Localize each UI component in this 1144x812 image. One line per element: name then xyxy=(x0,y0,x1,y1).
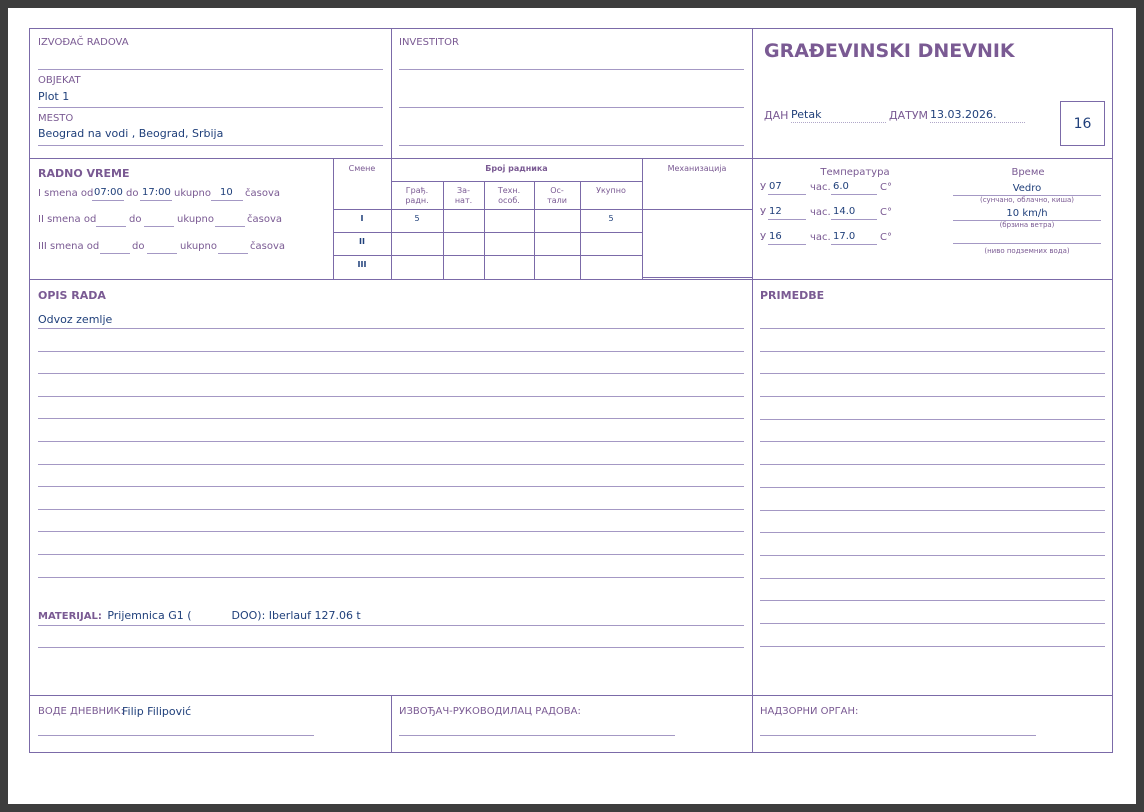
day-field[interactable] xyxy=(791,122,886,123)
shift2-hours: časova xyxy=(247,214,282,225)
remarks-rule xyxy=(760,396,1105,397)
material-value-start: Prijemnica G1 ( xyxy=(107,609,192,622)
diary-keeper-signature[interactable] xyxy=(38,735,314,736)
description-rule xyxy=(38,396,744,397)
temp1-hour-line xyxy=(768,194,806,195)
row-shift-2: II xyxy=(359,237,365,246)
remarks-rule xyxy=(760,441,1105,442)
remarks-rule xyxy=(760,328,1105,329)
shift3-to-field[interactable] xyxy=(147,253,177,254)
temp2-hour-line xyxy=(768,219,806,220)
temp2-value-line xyxy=(831,219,877,220)
shift2-total-field[interactable] xyxy=(215,226,245,227)
place-value: Beograd na vodi , Beograd, Srbija xyxy=(38,127,224,140)
temp1-value[interactable]: 6.0 xyxy=(833,181,849,192)
temp3-hour[interactable]: 16 xyxy=(769,231,782,242)
temp3-hour-line xyxy=(768,244,806,245)
weather-condition[interactable]: Vedro xyxy=(1012,183,1042,194)
table-col-4 xyxy=(580,181,581,279)
ground-water-hint: (ниво подземних вода) xyxy=(984,247,1070,255)
description-rule xyxy=(38,373,744,374)
description-rule xyxy=(38,418,744,419)
shift3-from-field[interactable] xyxy=(100,253,130,254)
contractor-field[interactable] xyxy=(38,69,383,70)
remarks-rule xyxy=(760,578,1105,579)
shift3-prefix: III smena od xyxy=(38,241,100,252)
col-tech-header: Техн. особ. xyxy=(497,186,521,205)
shift1-to-line xyxy=(140,200,172,201)
date-value: 13.03.2026. xyxy=(930,108,997,121)
remarks-rule xyxy=(760,373,1105,374)
description-rule xyxy=(38,647,744,648)
divider-v1 xyxy=(391,29,392,159)
remarks-rule xyxy=(760,623,1105,624)
date-field[interactable] xyxy=(930,122,1025,123)
day-label: ДАН xyxy=(764,109,789,122)
diary-title: GRAĐEVINSKI DNEVNIK xyxy=(764,40,1015,62)
shift3-total-label: ukupno xyxy=(180,241,217,252)
shift1-total-label: ukupno xyxy=(174,188,211,199)
mechanization-header: Механизација xyxy=(667,164,727,173)
weather-header: Време xyxy=(1011,167,1045,178)
remarks-rule xyxy=(760,510,1105,511)
description-rule xyxy=(38,486,744,487)
shift2-to-field[interactable] xyxy=(144,226,174,227)
col-skilled-header: За- нат. xyxy=(454,186,473,205)
shift2-total-label: ukupno xyxy=(177,214,214,225)
temp1-hour[interactable]: 07 xyxy=(769,181,782,192)
table-row-line-1 xyxy=(333,232,642,233)
remarks-rule xyxy=(760,419,1105,420)
place-label: MESTO xyxy=(38,113,74,124)
description-rule xyxy=(38,509,744,510)
diary-keeper-value: Filip Filipović xyxy=(122,705,192,718)
shift1-prefix: I smena od xyxy=(38,188,94,199)
investor-field-1[interactable] xyxy=(399,69,744,70)
page-number-box: 16 xyxy=(1060,101,1105,146)
shift3-hours: časova xyxy=(250,241,285,252)
divider-v2 xyxy=(752,29,753,753)
object-value: Plot 1 xyxy=(38,90,70,103)
temp3-unit: C° xyxy=(880,232,892,243)
col-other-header: Ос- тали xyxy=(547,186,567,205)
construction-diary-form xyxy=(29,28,1113,753)
shift2-from-field[interactable] xyxy=(96,226,126,227)
shift3-to-label: do xyxy=(132,241,145,252)
work-description-title: OPIS RADA xyxy=(38,289,106,302)
day-value: Petak xyxy=(791,108,822,121)
manager-label: ИЗВОЂАЧ-РУКОВОДИЛАЦ РАДОВА: xyxy=(399,706,581,717)
remarks-rule xyxy=(760,487,1105,488)
description-rule xyxy=(38,625,744,626)
temp3-value[interactable]: 17.0 xyxy=(833,231,856,242)
remarks-rule xyxy=(760,646,1105,647)
date-label: ДАТУМ xyxy=(889,109,929,122)
table-row-line-2 xyxy=(333,255,642,256)
row-shift-1: I xyxy=(360,214,364,223)
diary-page xyxy=(8,8,1136,804)
temperature-header: Температура xyxy=(820,167,890,178)
temp3-u: У xyxy=(760,232,767,243)
supervisor-label: НАДЗОРНИ ОРГАН: xyxy=(760,706,859,717)
divider-header xyxy=(30,158,1113,159)
ground-water-field[interactable] xyxy=(953,243,1101,244)
shift1-to-label: do xyxy=(126,188,139,199)
description-rule xyxy=(38,577,744,578)
wind-hint: (брзина ветра) xyxy=(999,221,1055,229)
temp2-unit: C° xyxy=(880,207,892,218)
description-rule xyxy=(38,464,744,465)
weather-condition-hint: (сунчано, облачно, киша) xyxy=(979,196,1075,204)
shift1-from[interactable]: 07:00 xyxy=(94,187,123,198)
temp2-value[interactable]: 14.0 xyxy=(833,206,856,217)
shift3-total-field[interactable] xyxy=(218,253,248,254)
shift1-to[interactable]: 17:00 xyxy=(142,187,171,198)
shift1-total[interactable]: 10 xyxy=(220,187,233,198)
remarks-rule xyxy=(760,464,1105,465)
temp2-hour-label: час. xyxy=(810,207,831,218)
table-mech-bottom xyxy=(642,277,752,278)
temp1-hour-label: час. xyxy=(810,182,831,193)
remarks-title: PRIMEDBE xyxy=(760,289,825,302)
shift2-to-label: do xyxy=(129,214,142,225)
remarks-rule xyxy=(760,555,1105,556)
shift1-hours: časova xyxy=(245,188,280,199)
temp1-value-line xyxy=(831,194,877,195)
diary-keeper-label: ВОДЕ ДНЕВНИК: xyxy=(38,706,125,717)
work-time-title: RADNO VREME xyxy=(38,167,130,180)
material-value-end: DOO): Iberlauf 127.06 t xyxy=(231,609,361,622)
description-rule xyxy=(38,531,744,532)
description-rule xyxy=(38,554,744,555)
description-rule xyxy=(38,328,744,329)
object-field[interactable] xyxy=(38,107,383,108)
temp3-value-line xyxy=(831,244,877,245)
work-description-text[interactable]: Odvoz zemlje xyxy=(38,313,113,326)
description-rule xyxy=(38,441,744,442)
divider-worktime xyxy=(30,279,1113,280)
temp1-u: У xyxy=(760,182,767,193)
col-total-header: Укупно xyxy=(596,186,626,195)
temp2-u: У xyxy=(760,207,767,218)
temp2-hour[interactable]: 12 xyxy=(769,206,782,217)
contractor-label: IZVOĐAČ RADOVA xyxy=(38,37,129,48)
manager-signature[interactable] xyxy=(399,735,675,736)
material-label: MATERIJAL: xyxy=(38,611,102,622)
table-sub-header-line xyxy=(391,181,642,182)
shift1-from-line xyxy=(92,200,124,201)
place-field[interactable] xyxy=(38,145,383,146)
investor-field-2[interactable] xyxy=(399,107,744,108)
object-label: OBJEKAT xyxy=(38,75,81,86)
remarks-rule xyxy=(760,600,1105,601)
temp3-hour-label: час. xyxy=(810,232,831,243)
material-line[interactable] xyxy=(38,609,361,622)
remarks-rule xyxy=(760,351,1105,352)
row1-total[interactable]: 5 xyxy=(608,214,614,223)
worker-count-header: Број радника xyxy=(485,164,548,173)
supervisor-signature[interactable] xyxy=(760,735,1036,736)
investor-field-3[interactable] xyxy=(399,145,744,146)
description-rule xyxy=(38,351,744,352)
table-header-bottom xyxy=(333,209,752,210)
col-builders-header: Грађ. радн. xyxy=(405,186,429,205)
row-shift-3: III xyxy=(357,260,367,269)
wind-speed[interactable]: 10 km/h xyxy=(1006,208,1048,219)
table-col-mech xyxy=(642,159,643,279)
divider-v3 xyxy=(391,695,392,753)
remarks-rule xyxy=(760,532,1105,533)
shifts-header: Смене xyxy=(348,164,376,173)
divider-footer xyxy=(30,695,1113,696)
row1-builders[interactable]: 5 xyxy=(414,214,420,223)
investor-label: INVESTITOR xyxy=(399,37,459,48)
shift2-prefix: II smena od xyxy=(38,214,97,225)
temp1-unit: C° xyxy=(880,182,892,193)
shift1-total-line xyxy=(211,200,243,201)
